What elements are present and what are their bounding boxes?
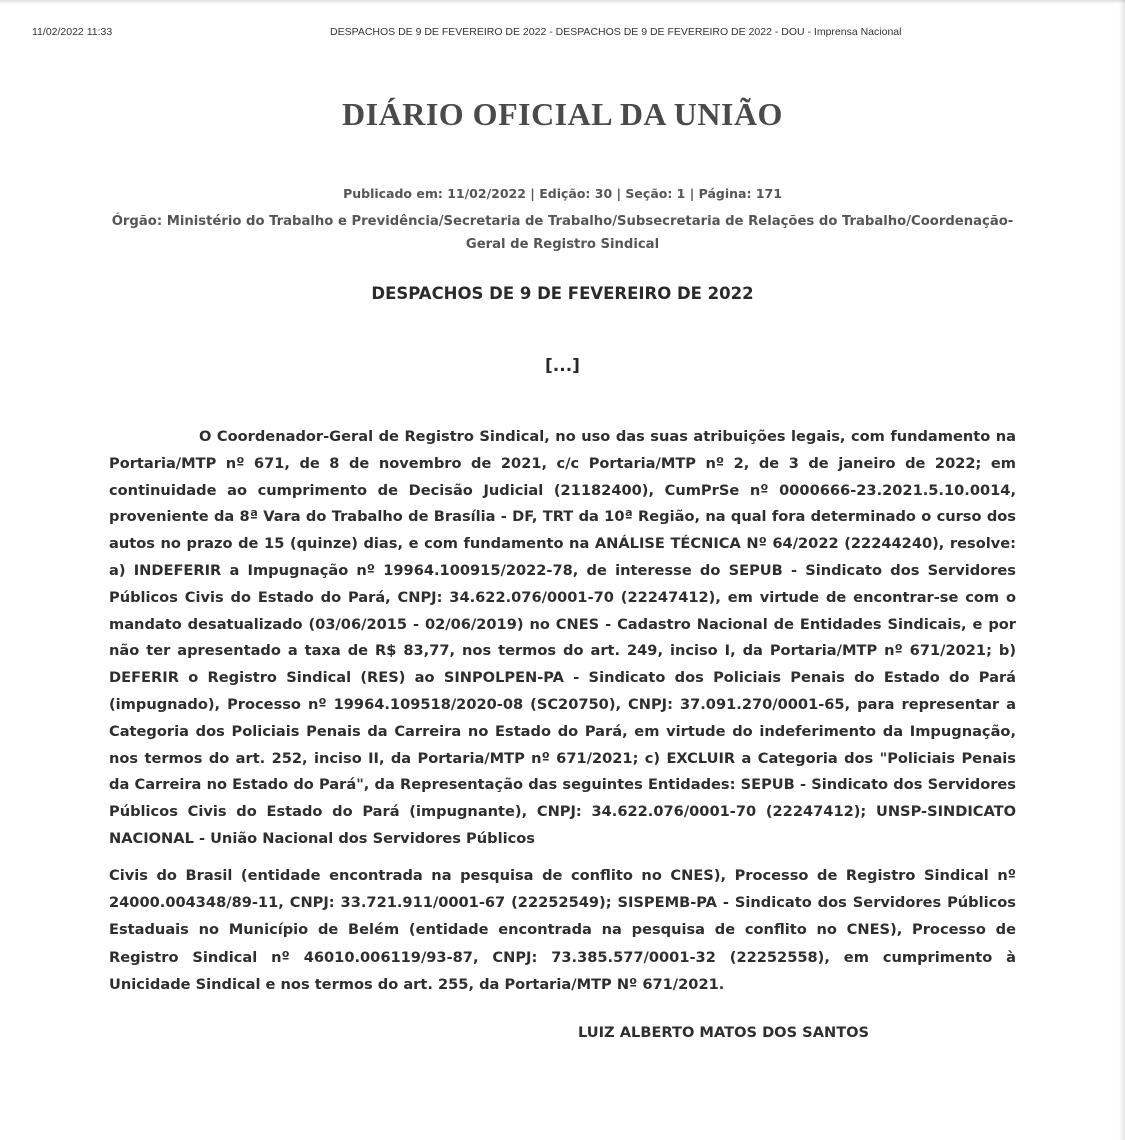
print-header [32, 26, 1092, 42]
publication-orgao: Órgão: Ministério do Trabalho e Previdência/Secretaria de Trabalho/Subsecretaria de Relações do Trabalho/Coordenação-Geral de Registro Sindical [111, 214, 1014, 252]
document-heading: DESPACHOS DE 9 DE FEVEREIRO DE 2022 [371, 284, 754, 303]
print-page-title: DESPACHOS DE 9 DE FEVEREIRO DE 2022 - DESPACHOS DE 9 DE FEVEREIRO DE 2022 - DOU - Imprensa Nacional [330, 26, 902, 38]
body-paragraph-1-text: O Coordenador-Geral de Registro Sindical, no uso das suas atribuições legais, com fundamento na Portaria/MTP nº 671, de 8 de novembro de 2021, c/c Portaria/MTP nº 2, de 3 de janeiro de 2022; em continuidade ao cumprimento de Decisão Judicial (21182400), CumPrSe nº 0000666-23.2021.5.10.0014, proveniente da 8ª Vara do Trabalho de Brasília - DF, TRT da 10ª Região, na qual fora determinado o curso dos autos no prazo de 15 (quinze) dias, e com fundamento na ANÁLISE TÉCNICA Nº 64/2022 (22244240), resolve: a) INDEFERIR a Impugnação nº 19964.100915/2022-78, de interesse do SEPUB - Sindicato dos Servidores Públicos Civis do Estado do Pará, CNPJ: 34.622.076/0001-70 (22247412), em virtude de encontrar-se com o mandato desatualizado (03/06/2015 - 02/06/2019) no CNES - Cadastro Nacional de Entidades Sindicais, e por não ter apresentado a taxa de R$ 83,77, nos termos do art. 249, inciso I, da Portaria/MTP nº 671/2021; b) DEFERIR o Registro Sindical (RES) ao SINPOLPEN-PA - Sindicato dos Policiais Penais do Estado do Pará (impugnado), Processo nº 19964.109518/2020-08 (SC20750), CNPJ: 37.091.270/0001-65, para representar a Categoria dos Policiais Penais da Carreira no Estado do Pará, em virtude do indeferimento da Impugnação, nos termos do art. 252, inciso II, da Portaria/MTP nº 671/2021; c) EXCLUIR a Categoria dos "Policiais Penais da Carreira no Estado do Pará", da Representação das seguintes Entidades: SEPUB - Sindicato dos Servidores Públicos Civis do Estado do Pará (impugnante), CNPJ: 34.622.076/0001-70 (22247412); UNSP-SINDICATO NACIONAL - União Nacional dos Servidores Públicos [109, 428, 1016, 847]
body-paragraph-1 [109, 424, 1016, 853]
journal-title: DIÁRIO OFICIAL DA UNIÃO [342, 96, 783, 132]
signature-name: LUIZ ALBERTO MATOS DOS SANTOS [578, 1024, 870, 1041]
omission-marker: [...] [545, 356, 580, 376]
body-paragraph-2: Civis do Brasil (entidade encontrada na pesquisa de conflito no CNES), Processo de Registro Sindical nº 24000.004348/89-11, CNPJ: 33.721.911/0001-67 (22252549); SISPEMB-PA - Sindicato dos Servidores Públicos Estaduais no Município de Belém (entidade encontrada na pesquisa de conflito no CNES), Processo de Registro Sindical nº 46010.006119/93-87, CNPJ: 73.385.577/0001-32 (22252558), em cumprimento à Unicidade Sindical e nos termos do art. 255, da Portaria/MTP Nº 671/2021. [109, 867, 1016, 993]
publication-info: Publicado em: 11/02/2022 | Edição: 30 | Seção: 1 | Página: 171 [343, 186, 782, 201]
page-right-edge [1119, 0, 1125, 1140]
page-top-edge [0, 0, 1125, 4]
print-datetime: 11/02/2022 11:33 [32, 26, 113, 38]
